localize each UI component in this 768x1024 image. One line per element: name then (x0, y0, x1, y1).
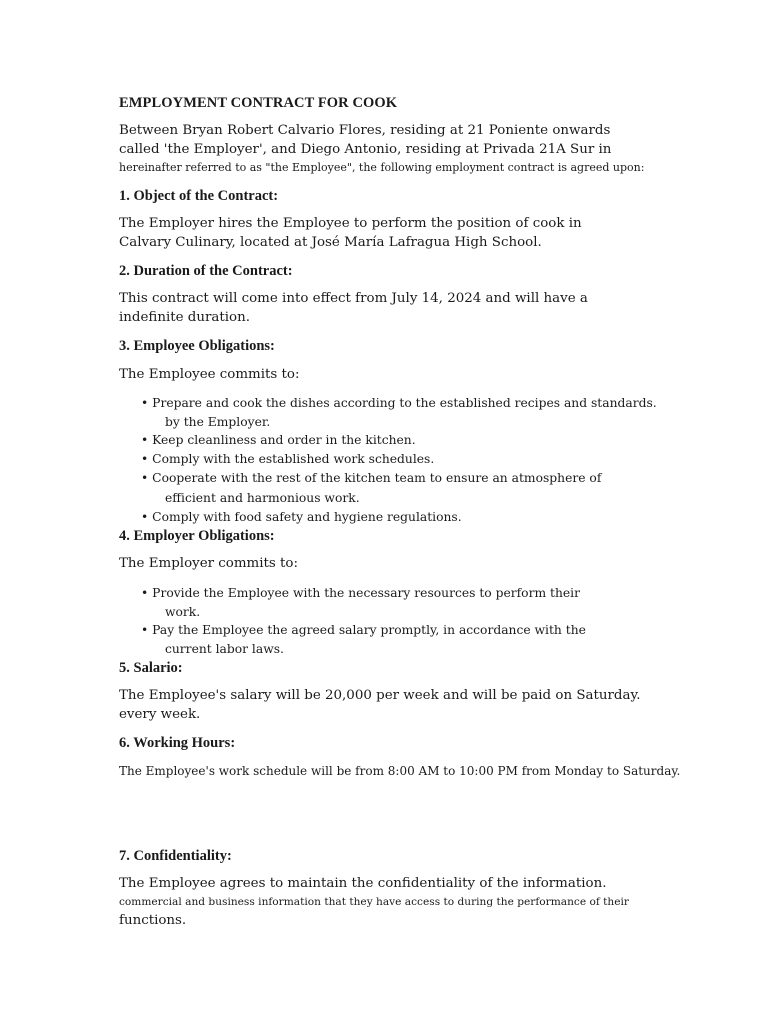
section-confidentiality-line-2: commercial and business information that they have access to during the performance of their (119, 896, 629, 908)
intro-line-3: hereinafter referred to as "the Employee", the following employment contract is agreed upon: (119, 161, 645, 174)
employer-obligation-item-continued: work. (165, 605, 201, 619)
section-duration-line-1: This contract will come into effect from July 14, 2024 and will have a (119, 291, 588, 306)
employer-obligation-item: • Provide the Employee with the necessary resources to perform their (141, 584, 580, 602)
employee-obligation-item: • Comply with food safety and hygiene regulations. (141, 508, 462, 526)
employer-obligation-item: • Pay the Employee the agreed salary promptly, in accordance with the (141, 621, 586, 639)
employee-obligation-item: • Comply with the established work schedules. (141, 450, 434, 468)
section-working-hours-line-1: The Employee's work schedule will be from 8:00 AM to 10:00 PM from Monday to Saturday. (119, 764, 681, 778)
section-heading-salary: 5. Salario: (119, 660, 183, 676)
employee-obligation-item: • Keep cleanliness and order in the kitchen. (141, 431, 416, 449)
employee-obligation-item: • Cooperate with the rest of the kitchen team to ensure an atmosphere of (141, 469, 601, 487)
section-heading-employer-obligations: 4. Employer Obligations: (119, 528, 275, 544)
section-heading-employee-obligations: 3. Employee Obligations: (119, 338, 275, 354)
section-object-line-1: The Employer hires the Employee to perform the position of cook in (119, 216, 582, 231)
section-duration-line-2: indefinite duration. (119, 310, 250, 325)
section-employer-obligations-lead: The Employer commits to: (119, 556, 298, 571)
section-heading-confidentiality: 7. Confidentiality: (119, 848, 232, 864)
employee-obligation-item: • Prepare and cook the dishes according to the established recipes and standards. (141, 394, 657, 412)
intro-line-1: Between Bryan Robert Calvario Flores, residing at 21 Poniente onwards (119, 123, 611, 138)
section-heading-working-hours: 6. Working Hours: (119, 735, 236, 751)
section-salary-line-2: every week. (119, 707, 201, 722)
employer-obligation-item-continued: current labor laws. (165, 642, 284, 656)
document-title: EMPLOYMENT CONTRACT FOR COOK (119, 95, 398, 111)
section-heading-duration: 2. Duration of the Contract: (119, 263, 293, 279)
employee-obligation-item-continued: efficient and harmonious work. (165, 491, 360, 505)
intro-line-2: called 'the Employer', and Diego Antonio, residing at Privada 21A Sur in (119, 142, 612, 157)
section-confidentiality-line-1: The Employee agrees to maintain the confidentiality of the information. (119, 876, 607, 891)
section-employee-obligations-lead: The Employee commits to: (119, 367, 300, 382)
section-object-line-2: Calvary Culinary, located at José María Lafragua High School. (119, 235, 542, 250)
section-confidentiality-line-3: functions. (119, 913, 187, 928)
section-salary-line-1: The Employee's salary will be 20,000 per week and will be paid on Saturday. (119, 688, 641, 703)
employee-obligation-item-continued: by the Employer. (165, 415, 271, 429)
section-heading-object: 1. Object of the Contract: (119, 188, 279, 204)
